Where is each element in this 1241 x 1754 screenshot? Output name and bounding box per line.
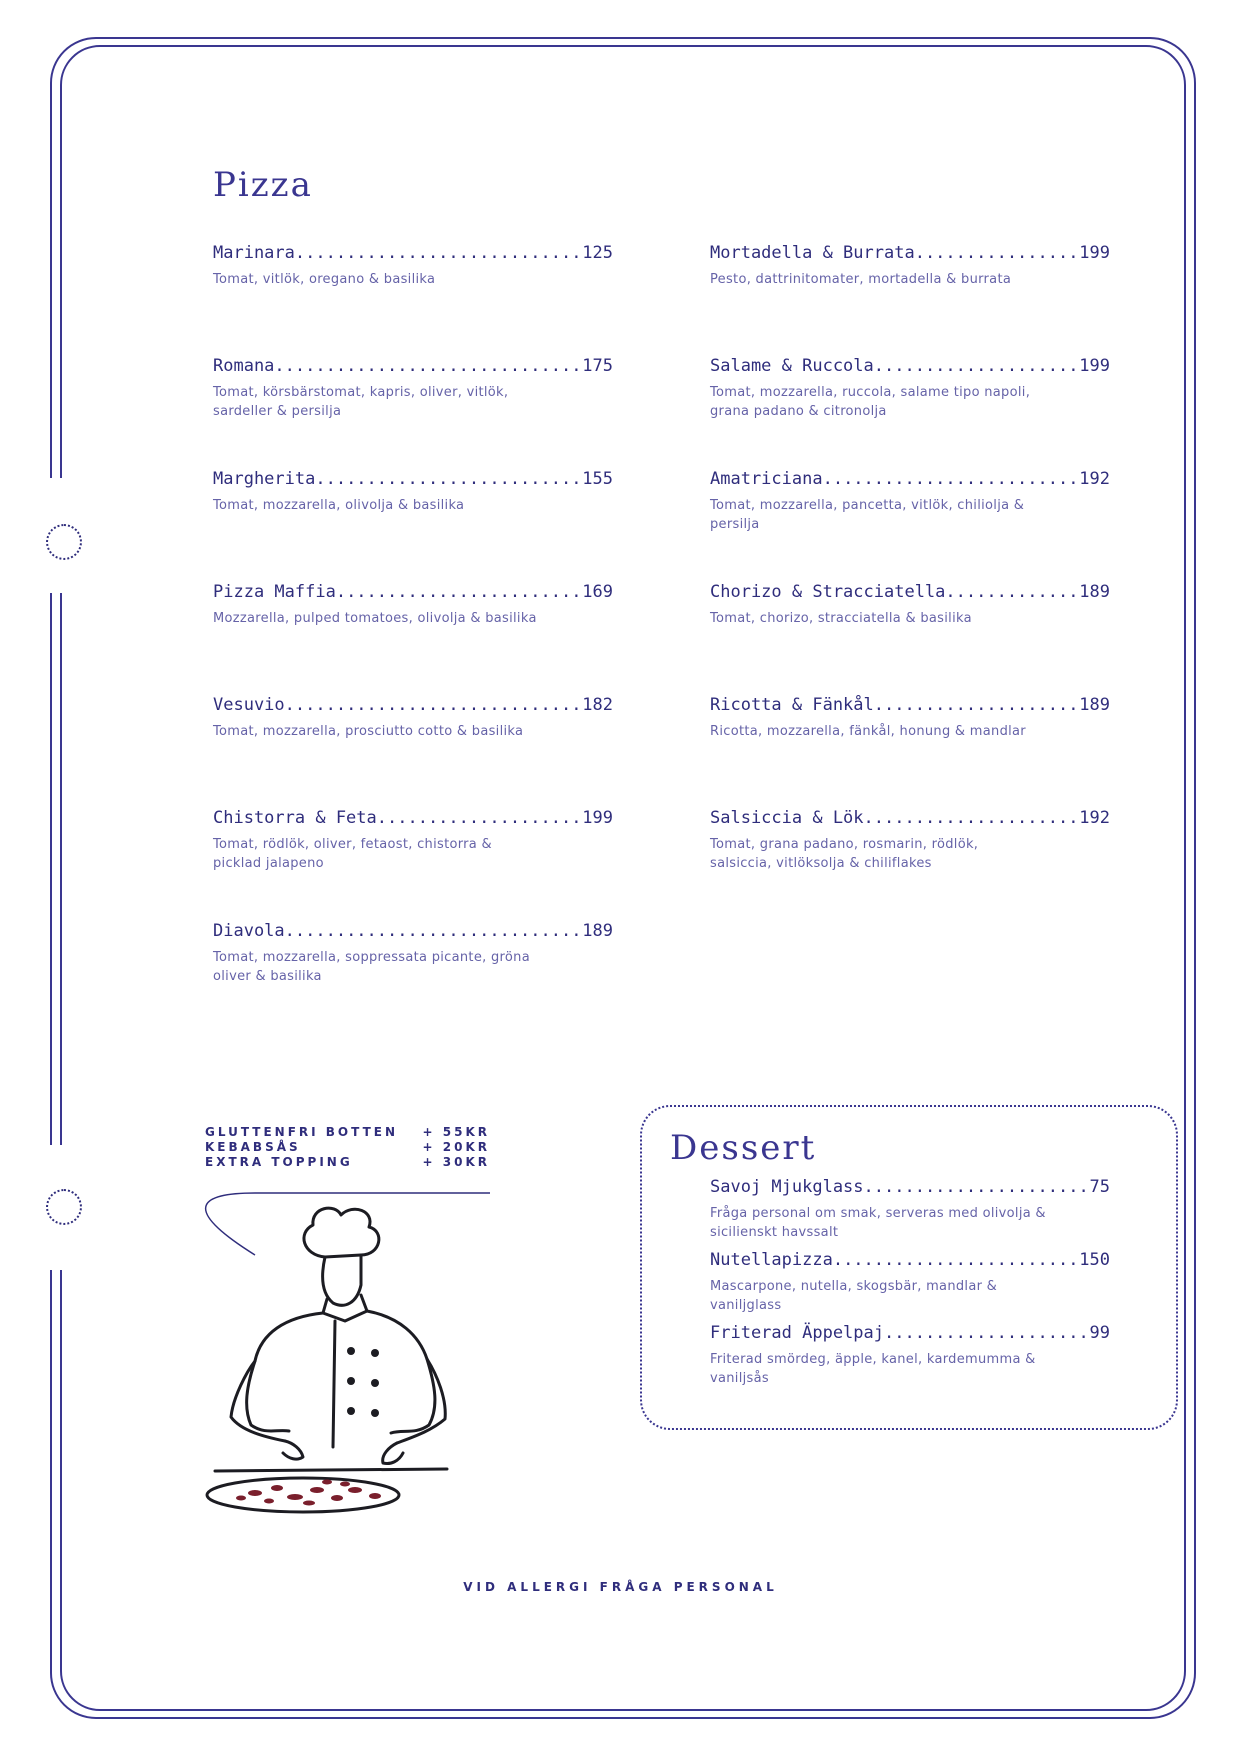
item-description: Tomat, grana padano, rosmarin, rödlök, salsiccia, vitlöksolja & chiliflakes [710, 837, 979, 871]
item-price: 182 [582, 695, 613, 715]
item-description: Tomat, mozzarella, soppressata picante, gröna oliver & basilika [213, 950, 530, 984]
item-name: Salame & Ruccola [710, 356, 874, 376]
pizza-section-title: Pizza [213, 165, 313, 205]
dessert-item [710, 1323, 1110, 1388]
menu-item [710, 469, 1110, 534]
dessert-item [710, 1250, 1110, 1315]
item-name: Mortadella & Burrata [710, 243, 915, 263]
item-price: 125 [582, 243, 613, 263]
extra-label: EXTRA TOPPING [205, 1155, 353, 1169]
item-description: Tomat, mozzarella, ruccola, salame tipo napoli, grana padano & citronolja [710, 385, 1031, 419]
item-price: 189 [1079, 695, 1110, 715]
item-description: Tomat, rödlök, oliver, fetaost, chistorra & picklad jalapeno [213, 837, 492, 871]
extra-price: + 30KR [422, 1155, 490, 1169]
item-name: Romana [213, 356, 275, 376]
dessert-section-title: Dessert [670, 1128, 817, 1168]
menu-item [213, 808, 613, 873]
item-price: 155 [582, 469, 613, 489]
extra-row [205, 1140, 490, 1155]
item-name: Marinara [213, 243, 295, 263]
item-name: Diavola [213, 921, 285, 941]
item-price: 199 [582, 808, 613, 828]
item-description: Friterad smördeg, äpple, kanel, kardemumma & vaniljsås [710, 1352, 1036, 1386]
item-description: Tomat, mozzarella, prosciutto cotto & basilika [213, 724, 524, 739]
menu-item [710, 695, 1110, 741]
item-name: Savoj Mjukglass [710, 1177, 864, 1197]
item-price: 199 [1079, 243, 1110, 263]
item-description: Tomat, chorizo, stracciatella & basilika [710, 611, 972, 626]
item-description: Mozzarella, pulped tomatoes, olivolja & basilika [213, 611, 537, 626]
item-name: Nutellapizza [710, 1250, 833, 1270]
binder-hole-top [46, 524, 82, 560]
item-price: 189 [1079, 582, 1110, 602]
binder-hole-bottom [46, 1189, 82, 1225]
dessert-item [710, 1177, 1110, 1242]
item-price: 169 [582, 582, 613, 602]
menu-item [213, 243, 613, 289]
item-description: Pesto, dattrinitomater, mortadella & burrata [710, 272, 1012, 287]
menu-item [213, 582, 613, 628]
item-price: 99 [1089, 1323, 1110, 1343]
extra-price: + 20KR [422, 1140, 490, 1154]
item-description: Tomat, körsbärstomat, kapris, oliver, vitlök, sardeller & persilja [213, 385, 509, 419]
item-description: Mascarpone, nutella, skogsbär, mandlar & vaniljglass [710, 1279, 998, 1313]
item-price: 192 [1079, 469, 1110, 489]
item-price: 192 [1079, 808, 1110, 828]
item-description: Tomat, mozzarella, olivolja & basilika [213, 498, 465, 513]
item-name: Salsiccia & Lök [710, 808, 864, 828]
menu-item [710, 356, 1110, 421]
extra-label: GLUTTENFRI BOTTEN [205, 1125, 399, 1139]
item-price: 189 [582, 921, 613, 941]
menu-item [710, 808, 1110, 873]
item-name: Friterad Äppelpaj [710, 1323, 884, 1343]
item-description: Ricotta, mozzarella, fänkål, honung & mandlar [710, 724, 1026, 739]
item-name: Margherita [213, 469, 316, 489]
item-name: Pizza Maffia [213, 582, 336, 602]
item-price: 199 [1079, 356, 1110, 376]
menu-item [213, 921, 613, 986]
menu-item [213, 356, 613, 421]
extras-list [205, 1125, 490, 1170]
menu-item [710, 582, 1110, 628]
item-name: Chistorra & Feta [213, 808, 377, 828]
extra-price: + 55KR [422, 1125, 490, 1139]
menu-item [213, 695, 613, 741]
item-name: Vesuvio [213, 695, 285, 715]
item-price: 75 [1089, 1177, 1110, 1197]
item-description: Tomat, vitlök, oregano & basilika [213, 272, 436, 287]
menu-item [213, 469, 613, 515]
menu-item [710, 243, 1110, 289]
extra-row [205, 1125, 490, 1140]
item-price: 150 [1079, 1250, 1110, 1270]
item-description: Tomat, mozzarella, pancetta, vitlök, chiliolja & persilja [710, 498, 1025, 532]
extra-label: KEBABSÅS [205, 1140, 301, 1154]
item-name: Amatriciana [710, 469, 823, 489]
chef-with-pizza-illustration [185, 1185, 475, 1515]
allergy-notice: VID ALLERGI FRÅGA PERSONAL [463, 1580, 778, 1594]
item-price: 175 [582, 356, 613, 376]
extra-row [205, 1155, 490, 1170]
item-name: Chorizo & Stracciatella [710, 582, 946, 602]
item-description: Fråga personal om smak, serveras med olivolja & sicilienskt havssalt [710, 1206, 1046, 1240]
item-name: Ricotta & Fänkål [710, 695, 874, 715]
